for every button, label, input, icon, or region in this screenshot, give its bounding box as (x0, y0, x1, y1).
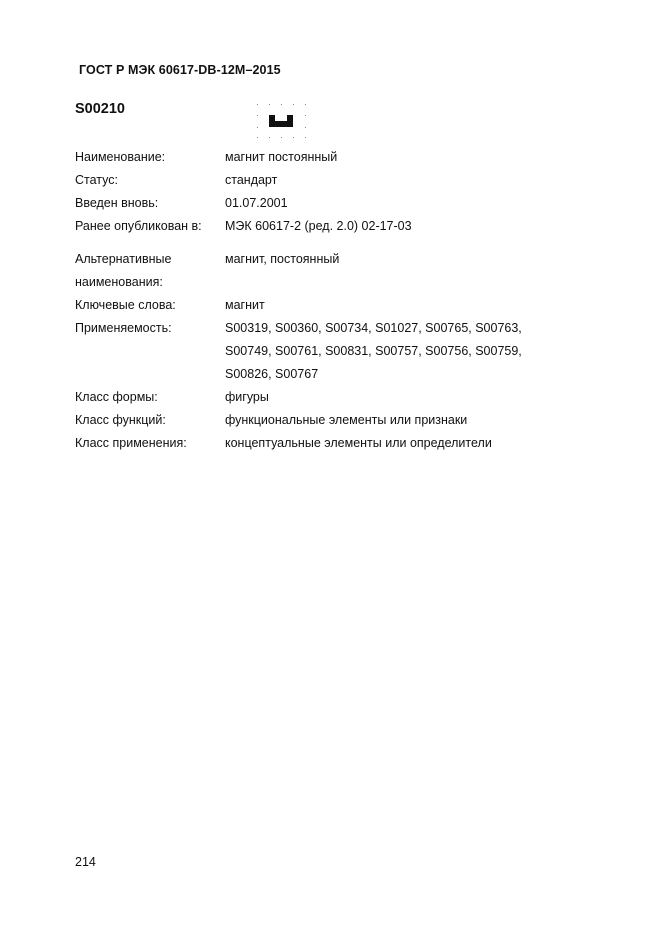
value-alt-names: магнит, постоянный (225, 252, 340, 266)
permanent-magnet-symbol-icon (256, 103, 308, 139)
document-header: ГОСТ Р МЭК 60617-DB-12M–2015 (79, 63, 281, 77)
value-introduced: 01.07.2001 (225, 196, 288, 210)
label-introduced: Введен вновь: (75, 196, 159, 210)
value-shape-class: фигуры (225, 390, 269, 404)
value-published: МЭК 60617-2 (ред. 2.0) 02-17-03 (225, 219, 412, 233)
label-status: Статус: (75, 173, 118, 187)
page-number: 214 (75, 855, 96, 869)
value-name: магнит постоянный (225, 150, 338, 164)
row-published (75, 215, 575, 238)
row-function-class (75, 409, 575, 432)
value-usage-class: концептуальные элементы или определители (225, 436, 492, 450)
row-keywords (75, 294, 575, 317)
value-function-class: функциональные элементы или признаки (225, 413, 468, 427)
label-shape-class: Класс формы: (75, 390, 158, 404)
row-applicability (75, 317, 575, 386)
row-alt-names (75, 248, 575, 294)
symbol-code: S00210 (75, 101, 125, 117)
row-name (75, 146, 575, 169)
row-status (75, 169, 575, 192)
label-name: Наименование: (75, 150, 166, 164)
value-applicability: S00319, S00360, S00734, S01027, S00765, S00763, S00749, S00761, S00831, S00757, S00756, S00759, S00826, S00767 (225, 321, 522, 381)
attribute-table (75, 146, 575, 455)
label-usage-class: Класс применения: (75, 436, 187, 450)
label-published: Ранее опубликован в: (75, 219, 202, 233)
row-shape-class (75, 386, 575, 409)
row-introduced (75, 192, 575, 215)
label-alt-names: Альтернативные наименования: (75, 252, 172, 289)
value-keywords: магнит (225, 298, 265, 312)
label-keywords: Ключевые слова: (75, 298, 176, 312)
value-status: стандарт (225, 173, 278, 187)
label-function-class: Класс функций: (75, 413, 166, 427)
row-usage-class (75, 432, 575, 455)
label-applicability: Применяемость: (75, 321, 172, 335)
